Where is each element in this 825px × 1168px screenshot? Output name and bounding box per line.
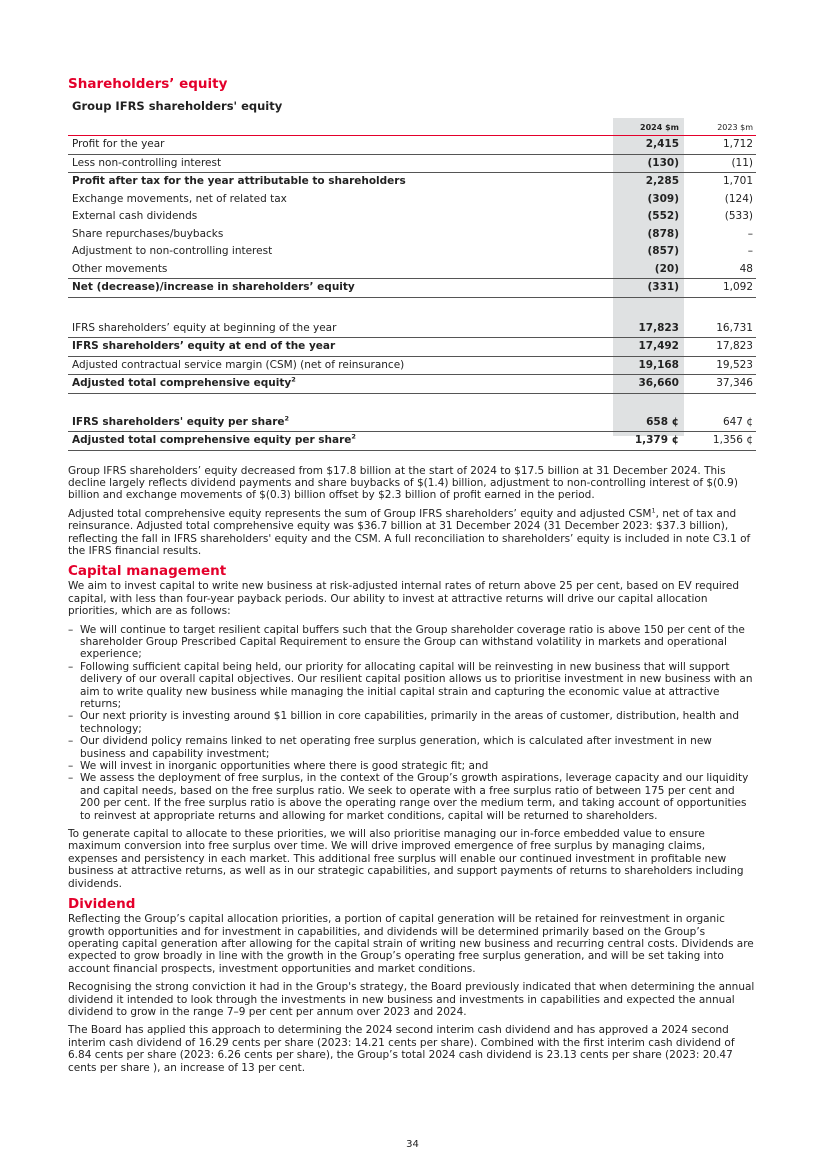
table-row: Adjusted total comprehensive equity per share$^2$ 1,379 ¢ 1,356 ¢	[68, 432, 756, 451]
page-number: 34	[406, 1139, 419, 1150]
table-spacer	[68, 393, 756, 414]
dividend-paragraph: Reflecting the Group’s capital allocation priorities, a portion of capital generation will be retained for reinvestment in organic growth opportunities and for investment in capabilities, and dividends will be determined primarily based on the Group’s operating capital generation after allowing for the capital strain of writing new business and recurring central costs. Dividends are expected to grow broadly in line with the growth in the Group’s operating free surplus generation, and will be set taking into account financial prospects, investment opportunities and market conditions.	[68, 913, 754, 975]
table-row: Share repurchases/buybacks (878) –	[72, 227, 753, 240]
capital-outro: To generate capital to allocate to these priorities, we will also prioritise managing our in-force embedded value to ensure maximum conversion into free surplus over time. We will drive improved emergence of free surplus by managing claims, expenses and persistency in each market. This additional free surplus will enable our continued investment in profitable new business at attractive returns, as well as in our strategic capabilities, and support payments of returns to shareholders including dividends.	[68, 828, 744, 890]
table-row: Less non-controlling interest (130) (11)	[68, 154, 756, 173]
section-title-shareholders-equity: Shareholders’ equity	[68, 76, 228, 92]
table-row: External cash dividends (552) (533)	[72, 210, 753, 223]
table-row: Adjustment to non-controlling interest (857) –	[72, 245, 753, 258]
list-item: – Following sufficient capital being held, our priority for allocating capital will be reinvesting in new business that will support delivery of our overall capital objectives. Our resilient capital position allows us to prioritise investment in new business with an aim to write quality new business while managing the initial capital strain and capturing the economic value at attractive returns;	[68, 661, 756, 711]
capital-intro: We aim to invest capital to write new business at risk-adjusted internal rates of return above 25 per cent, based on EV required capital, with less than four-year payback periods. Our ability to invest at attractive returns will drive our capital allocation priorities, which are as follows:	[68, 580, 740, 618]
capital-priorities-list	[68, 624, 756, 823]
section-title-capital-management: Capital management	[68, 563, 227, 580]
section-title-dividend: Dividend	[68, 896, 136, 913]
equity-paragraph-2: Adjusted total comprehensive equity represents the sum of Group IFRS shareholders’ equity and adjusted CSM$^1$, net of tax and reinsurance. Adjusted total comprehensive equity was $36.7 billion at 31 December 2024 (31 December 2023: $37.3 billion), reflecting the fall in IFRS shareholders' equity and the CSM. A full reconciliation to shareholders’ equity is included in note C3.1 of the IFRS financial results.	[68, 506, 751, 557]
list-item: – We assess the deployment of free surplus, in the context of the Group’s growth aspirations, leverage capacity and our liquidity and capital needs, based on the free surplus ratio. We seek to operate with a free surplus ratio of between 175 per cent and 200 per cent. If the free surplus ratio is above the operating range over the medium term, and taking account of opportunities to reinvest at appropriate returns and allowing for market conditions, capital will be returned to shareholders.	[68, 772, 756, 822]
list-item: – Our dividend policy remains linked to net operating free surplus generation, which is calculated after investment in new business and capability investment;	[68, 735, 756, 760]
list-item: – Our next priority is investing around $1 billion in core capabilities, primarily in the areas of customer, distribution, health and technology;	[68, 710, 756, 735]
table-spacer	[68, 297, 756, 320]
header-2024: 2024 $m	[612, 118, 689, 136]
table-row: Other movements (20) 48	[68, 261, 756, 279]
table-row: Exchange movements, net of related tax (309) (124)	[72, 192, 753, 205]
header-2023: 2023 $m	[689, 118, 756, 136]
table-row: IFRS shareholders’ equity at end of the year 17,492 17,823	[68, 338, 756, 357]
table-row: Adjusted contractual service margin (CSM) (net of reinsurance) 19,168 19,523	[68, 356, 756, 375]
table-row: IFRS shareholders’ equity at beginning of the year 17,823 16,731	[68, 320, 756, 338]
dividend-paragraph: Recognising the strong conviction it had in the Group's strategy, the Board previously indicated that when determining the annual dividend it intended to look through the investments in new business and investments in capabilities and expected the annual dividend to grow in the range 7–9 per cent per annum over 2023 and 2024.	[68, 981, 755, 1018]
table-row: Net (decrease)/increase in shareholders’ equity (331) 1,092	[68, 279, 756, 298]
list-item: – We will continue to target resilient capital buffers such that the Group shareholder coverage ratio is above 150 per cent of the shareholder Group Prescribed Capital Requirement to ensure the Group can withstand volatility in markets and operational experience;	[68, 624, 756, 661]
page-content	[68, 76, 756, 1080]
table-row: Profit after tax for the year attributable to shareholders 2,285 1,701	[72, 175, 753, 188]
list-item: – We will invest in inorganic opportunities where there is good strategic fit; and	[68, 760, 756, 772]
dividend-paragraph: The Board has applied this approach to determining the 2024 second interim cash dividend and has approved a 2024 second interim cash dividend of 16.29 cents per share (2023: 14.21 cents per share). Combined with the first interim cash dividend of 6.84 cents per share (2023: 6.26 cents per share), the Group’s total 2024 cash dividend is 23.13 cents per share (2023: 20.47 cents per share ), an increase of 13 per cent.	[68, 1024, 735, 1074]
table-header-row	[68, 118, 756, 136]
equity-table-wrapper	[68, 118, 756, 451]
table-row: IFRS shareholders' equity per share$^2$ 658 ¢ 647 ¢	[68, 414, 756, 432]
table-row: Profit for the year 2,415 1,712	[68, 136, 756, 155]
table-title: Group IFRS shareholders' equity	[72, 99, 283, 113]
table-row: Adjusted total comprehensive equity$^2$ 36,660 37,346	[68, 375, 756, 394]
equity-paragraph-1: Group IFRS shareholders’ equity decreased from $17.8 billion at the start of 2024 to $17.5 billion at 31 December 2024. This decline largely reflects dividend payments and share buybacks of $(1.4) billion, adjustment to non-controlling interest of $(0.9) billion and exchange movements of $(0.3) billion offset by $2.3 billion of profit earned in the period.	[68, 464, 738, 502]
equity-table	[68, 118, 756, 451]
